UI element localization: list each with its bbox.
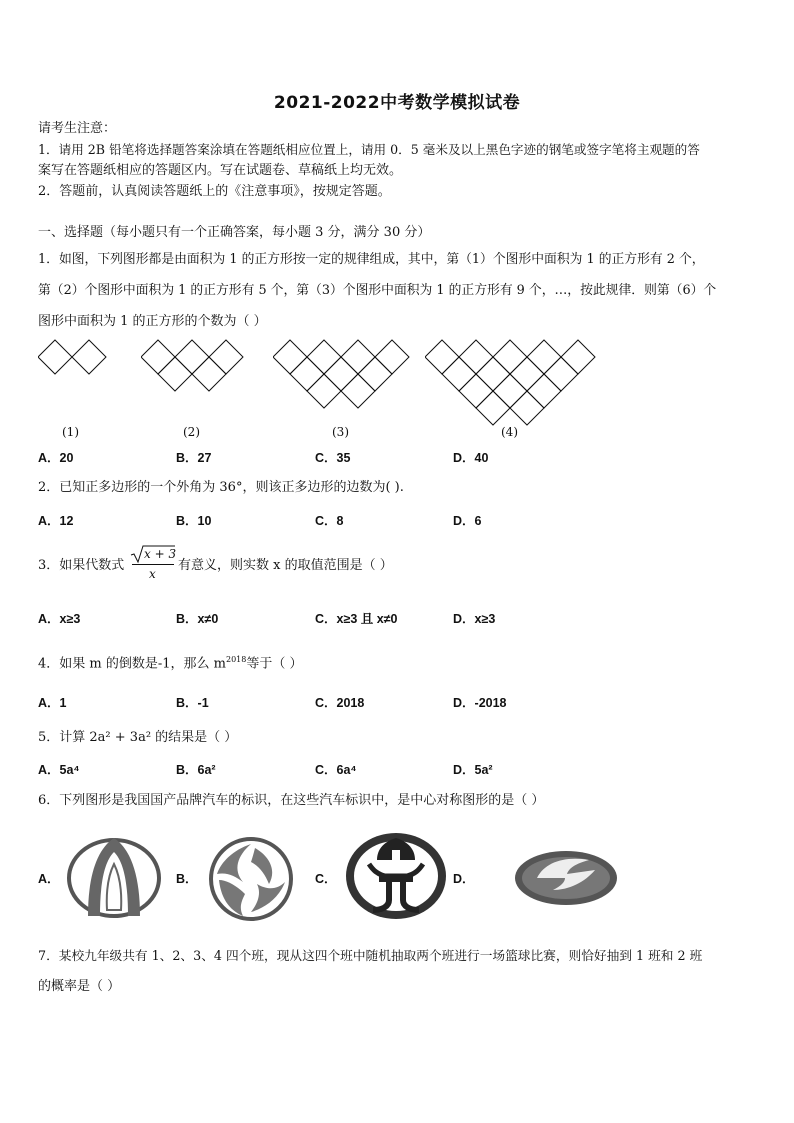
q1-line-3: 图形中面积为 1 的正方形的个数为（ ）: [38, 314, 267, 329]
q3-option-b: B．x≠0: [176, 612, 219, 626]
q4-prefix: 4．如果 m 的倒数是-1，那么 m: [38, 656, 226, 672]
q4-option-d: D．-2018: [453, 696, 507, 710]
q6-option-b: B．: [176, 872, 198, 886]
fraction-bar: [132, 564, 174, 565]
notice-item-2: 2．答题前，认真阅读答题纸上的《注意事项》，按规定答题。: [38, 184, 391, 199]
q4-suffix: 等于（ ）: [246, 656, 303, 672]
q4-option-b: B．-1: [176, 696, 209, 710]
q1-caption-3: (3): [332, 425, 349, 439]
q5-option-c: C．6a⁴: [315, 763, 357, 777]
q4-option-c: C．2018: [315, 696, 365, 710]
q1-option-d: D．40: [453, 451, 489, 465]
q5-option-d: D．5a²: [453, 763, 493, 777]
q5-text: 5．计算 2a² + 3a² 的结果是（ ）: [38, 730, 238, 745]
q6-option-a: A．: [38, 872, 60, 886]
q1-option-b: B．27: [176, 451, 212, 465]
q1-line-1: 1．如图，下列图形都是由面积为 1 的正方形按一定的规律组成，其中，第（1）个图形中面积为 1 的正方形有 2 个，: [38, 252, 705, 267]
car-logo-d-icon: [513, 848, 619, 908]
q5-option-b: B．6a²: [176, 763, 216, 777]
q3-suffix: 有意义，则实数 x 的取值范围是（ ）: [178, 558, 393, 573]
q3-option-c: C．x≥3 且 x≠0: [315, 612, 398, 626]
q1-caption-1: (1): [62, 425, 79, 439]
q1-caption-4: (4): [501, 425, 518, 439]
q6-text: 6．下列图形是我国国产品牌汽车的标识，在这些汽车标识中，是中心对称图形的是（ ）: [38, 793, 545, 808]
q1-line-2: 第（2）个图形中面积为 1 的正方形有 5 个，第（3）个图形中面积为 1 的正方形有 9 个，…，按此规律．则第（6）个: [38, 283, 717, 298]
notice-item-1-line-2: 案写在答题纸相应的答题区内。写在试题卷、草稿纸上均无效。: [38, 163, 403, 178]
q2-option-b: B．10: [176, 514, 212, 528]
car-logo-c-icon: [343, 830, 449, 922]
q1-option-a: A．20: [38, 451, 74, 465]
page-title: 2021-2022中考数学模拟试卷: [273, 93, 521, 113]
car-logo-b-icon: [207, 836, 295, 922]
q3-denominator: x: [149, 567, 156, 581]
q3-numerator: x + 3: [144, 547, 177, 561]
q5-option-a: A．5a⁴: [38, 763, 80, 777]
car-logo-a-icon: [66, 832, 162, 922]
q4-option-a: A．1: [38, 696, 67, 710]
q7-line-2: 的概率是（ ）: [38, 979, 121, 994]
q2-option-c: C．8: [315, 514, 344, 528]
q1-figure-4: [425, 338, 597, 426]
q1-figure-2: [141, 338, 245, 396]
notice-item-1-line-1: 1．请用 2B 铅笔将选择题答案涂填在答题纸相应位置上，请用 0．5 毫米及以上黑色字迹的钢笔或签字笔将主观题的答: [38, 142, 700, 157]
q7-line-1: 7．某校九年级共有 1、2、3、4 四个班，现从这四个班中随机抽取两个班进行一场篮球比赛，则恰好抽到 1 班和 2 班: [38, 948, 703, 963]
q1-caption-2: (2): [183, 425, 200, 439]
q3-option-d: D．x≥3: [453, 612, 496, 626]
q6-option-d: D．: [453, 872, 475, 886]
q3-option-a: A．x≥3: [38, 612, 81, 626]
q4-text: [38, 650, 303, 674]
q6-option-c: C．: [315, 872, 337, 886]
q2-option-d: D．6: [453, 514, 482, 528]
q3-prefix: 3．如果代数式: [38, 558, 125, 573]
q2-option-a: A．12: [38, 514, 74, 528]
section-heading: 一、选择题（每小题只有一个正确答案，每小题 3 分，满分 30 分）: [38, 225, 431, 240]
q1-figure-1: [38, 338, 110, 380]
q1-figure-3: [273, 338, 411, 412]
q4-exponent: 2018: [226, 655, 247, 664]
q1-option-c: C．35: [315, 451, 351, 465]
q2-text: 2．已知正多边形的一个外角为 36°，则该正多边形的边数为( ).: [38, 480, 404, 495]
notice-heading: 请考生注意：: [38, 121, 117, 136]
